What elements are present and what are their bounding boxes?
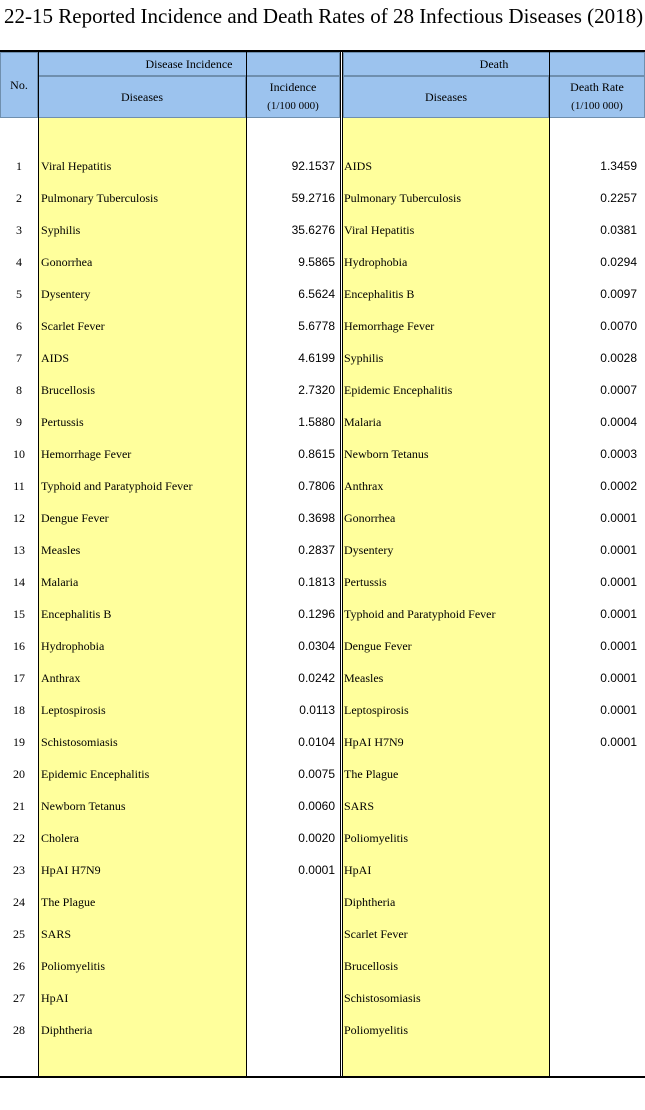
- table-row: [0, 726, 645, 758]
- death-disease-name: Typhoid and Paratyphoid Fever: [344, 607, 496, 621]
- row-number: 25: [13, 927, 25, 941]
- table-row: [0, 310, 645, 342]
- table-row: [0, 566, 645, 598]
- header-disease-incidence-label: Disease Incidence: [145, 56, 233, 71]
- incidence-disease-name: Pertussis: [41, 415, 84, 429]
- header-incidence-rate: [246, 76, 340, 118]
- table-row: [0, 214, 645, 246]
- death-rate-value: [549, 886, 637, 918]
- table-row: [0, 502, 645, 534]
- death-rate-value: 0.0001: [600, 639, 637, 653]
- incidence-disease-name: Measles: [41, 543, 81, 557]
- table-row: [0, 758, 645, 790]
- table-row: [0, 598, 645, 630]
- death-rate-value: [549, 1014, 637, 1046]
- incidence-disease-name: Gonorrhea: [41, 255, 93, 269]
- table-row: [0, 886, 645, 918]
- row-number: 5: [16, 287, 22, 301]
- table-row: [0, 950, 645, 982]
- table-row: [0, 278, 645, 310]
- death-disease-name: Brucellosis: [344, 959, 398, 973]
- death-disease-name: Syphilis: [344, 351, 384, 365]
- death-rate-value: 0.0002: [600, 479, 637, 493]
- incidence-value: [246, 950, 335, 982]
- incidence-value: 0.0104: [298, 735, 335, 749]
- row-number: 28: [13, 1023, 25, 1037]
- row-number: 14: [13, 575, 25, 589]
- death-rate-value: 0.0001: [600, 703, 637, 717]
- incidence-value: 5.6778: [298, 319, 335, 333]
- table-row: [0, 150, 645, 182]
- table-row: [0, 918, 645, 950]
- table-row: [0, 790, 645, 822]
- row-number: 20: [13, 767, 25, 781]
- row-number: 19: [13, 735, 25, 749]
- incidence-value: 0.0113: [299, 703, 335, 717]
- death-disease-name: Newborn Tetanus: [344, 447, 429, 461]
- death-rate-value: [549, 822, 637, 854]
- incidence-value: 0.0075: [298, 767, 335, 781]
- incidence-disease-name: HpAI: [41, 991, 69, 1005]
- death-disease-name: Viral Hepatitis: [344, 223, 415, 237]
- row-number: 7: [16, 351, 22, 365]
- table-row: [0, 854, 645, 886]
- table-row: [0, 694, 645, 726]
- death-rate-value: 0.0007: [600, 383, 637, 397]
- incidence-value: 1.5880: [298, 415, 335, 429]
- row-number: 24: [13, 895, 25, 909]
- incidence-value: 0.0020: [298, 831, 335, 845]
- death-rate-value: [549, 854, 637, 886]
- incidence-disease-name: HpAI H7N9: [41, 863, 101, 877]
- header-incidence-rate-label: Incidence: [269, 80, 317, 94]
- incidence-disease-name: SARS: [41, 927, 72, 941]
- incidence-value: 0.3698: [298, 511, 335, 525]
- header-no-label: No.: [10, 77, 28, 92]
- incidence-value: 0.1296: [298, 607, 335, 621]
- death-rate-value: 1.3459: [600, 159, 637, 173]
- death-disease-name: Dengue Fever: [344, 639, 412, 653]
- incidence-value: 35.6276: [291, 223, 335, 237]
- table-row: [0, 630, 645, 662]
- header-incidence-diseases-label: Diseases: [121, 89, 163, 104]
- header-death-rate-unit: (1/100 000): [571, 100, 623, 112]
- table-row: [0, 1014, 645, 1046]
- header-death-diseases-label: Diseases: [425, 89, 467, 104]
- incidence-disease-name: Encephalitis B: [41, 607, 112, 621]
- incidence-value: 0.2837: [298, 543, 335, 557]
- death-rate-value: 0.0294: [600, 255, 637, 269]
- incidence-value: 2.7320: [298, 383, 335, 397]
- death-disease-name: Dysentery: [344, 543, 394, 557]
- row-number: 11: [13, 479, 25, 493]
- death-rate-value: 0.0001: [600, 575, 637, 589]
- header-disease-incidence: [38, 52, 340, 76]
- death-disease-name: Hemorrhage Fever: [344, 319, 435, 333]
- death-rate-value: [549, 758, 637, 790]
- death-rate-value: 0.0070: [600, 319, 637, 333]
- table-row: [0, 982, 645, 1014]
- death-disease-name: Poliomyelitis: [344, 831, 409, 845]
- death-disease-name: Schistosomiasis: [344, 991, 421, 1005]
- incidence-disease-name: Leptospirosis: [41, 703, 106, 717]
- row-number: 13: [13, 543, 25, 557]
- death-disease-name: AIDS: [344, 159, 373, 173]
- row-number: 21: [13, 799, 25, 813]
- incidence-value: 0.7806: [298, 479, 335, 493]
- table-row: [0, 534, 645, 566]
- incidence-disease-name: Diphtheria: [41, 1023, 93, 1037]
- death-rate-value: 0.0003: [600, 447, 637, 461]
- death-disease-name: Diphtheria: [344, 895, 396, 909]
- row-number: 8: [16, 383, 22, 397]
- death-disease-name: SARS: [344, 799, 375, 813]
- row-number: 16: [13, 639, 25, 653]
- incidence-disease-name: Dysentery: [41, 287, 91, 301]
- incidence-disease-name: Viral Hepatitis: [41, 159, 112, 173]
- incidence-disease-name: Newborn Tetanus: [41, 799, 126, 813]
- incidence-value: 92.1537: [291, 159, 335, 173]
- death-disease-name: Scarlet Fever: [344, 927, 408, 941]
- table-bottom-border: [0, 1076, 645, 1078]
- incidence-disease-name: Malaria: [41, 575, 79, 589]
- incidence-disease-name: Epidemic Encephalitis: [41, 767, 150, 781]
- incidence-disease-name: Scarlet Fever: [41, 319, 105, 333]
- header-death-diseases: [343, 76, 549, 118]
- incidence-disease-name: Pulmonary Tuberculosis: [41, 191, 159, 205]
- incidence-value: 0.0304: [298, 639, 335, 653]
- table-row: [0, 406, 645, 438]
- row-number: 2: [16, 191, 22, 205]
- death-disease-name: Hydrophobia: [344, 255, 408, 269]
- death-rate-value: 0.0001: [600, 671, 637, 685]
- incidence-disease-name: Typhoid and Paratyphoid Fever: [41, 479, 193, 493]
- death-rate-value: 0.0097: [600, 287, 637, 301]
- death-rate-value: 0.2257: [600, 191, 637, 205]
- row-number: 15: [13, 607, 25, 621]
- header-death-label: Death: [479, 56, 509, 71]
- incidence-disease-name: Schistosomiasis: [41, 735, 118, 749]
- death-disease-name: Anthrax: [344, 479, 384, 493]
- table-row: [0, 374, 645, 406]
- table-row: [0, 342, 645, 374]
- incidence-value: [246, 886, 335, 918]
- incidence-value: 0.0001: [298, 863, 335, 877]
- incidence-value: 0.8615: [298, 447, 335, 461]
- header-death: [343, 52, 645, 76]
- death-rate-value: [549, 918, 637, 950]
- row-number: 6: [16, 319, 22, 333]
- incidence-value: 59.2716: [291, 191, 335, 205]
- table-row: [0, 470, 645, 502]
- row-number: 1: [16, 159, 22, 173]
- death-rate-value: 0.0001: [600, 607, 637, 621]
- header-no: [0, 52, 38, 118]
- incidence-value: 6.5624: [298, 287, 335, 301]
- row-number: 10: [13, 447, 25, 461]
- death-disease-name: Epidemic Encephalitis: [344, 383, 453, 397]
- death-disease-name: HpAI H7N9: [344, 735, 404, 749]
- row-number: 26: [13, 959, 25, 973]
- row-number: 22: [13, 831, 25, 845]
- death-disease-name: Malaria: [344, 415, 382, 429]
- incidence-disease-name: Hemorrhage Fever: [41, 447, 132, 461]
- death-rate-value: [549, 950, 637, 982]
- death-rate-value: 0.0001: [600, 543, 637, 557]
- table-row: [0, 438, 645, 470]
- death-disease-name: Measles: [344, 671, 384, 685]
- incidence-value: [246, 982, 335, 1014]
- incidence-disease-name: Dengue Fever: [41, 511, 109, 525]
- death-disease-name: Leptospirosis: [344, 703, 409, 717]
- incidence-value: [246, 918, 335, 950]
- incidence-value: [246, 1014, 335, 1046]
- death-rate-value: 0.0004: [600, 415, 637, 429]
- row-number: 18: [13, 703, 25, 717]
- header-incidence-rate-unit: (1/100 000): [267, 100, 319, 112]
- incidence-value: 9.5865: [298, 255, 335, 269]
- row-number: 17: [13, 671, 25, 685]
- table-row: [0, 246, 645, 278]
- death-disease-name: Encephalitis B: [344, 287, 415, 301]
- death-disease-name: Pertussis: [344, 575, 387, 589]
- incidence-value: 0.1813: [298, 575, 335, 589]
- row-number: 23: [13, 863, 25, 877]
- incidence-disease-name: Brucellosis: [41, 383, 95, 397]
- row-number: 9: [16, 415, 22, 429]
- table-row: [0, 182, 645, 214]
- death-disease-name: Poliomyelitis: [344, 1023, 409, 1037]
- incidence-disease-name: Anthrax: [41, 671, 81, 685]
- death-rate-value: [549, 982, 637, 1014]
- header-death-rate: [549, 76, 645, 118]
- row-number: 3: [16, 223, 22, 237]
- death-disease-name: HpAI: [344, 863, 372, 877]
- incidence-disease-name: Hydrophobia: [41, 639, 105, 653]
- death-rate-value: [549, 790, 637, 822]
- page-title: 22-15 Reported Incidence and Death Rates of 28 Infectious Diseases (2018): [4, 4, 644, 28]
- row-number: 12: [13, 511, 25, 525]
- incidence-disease-name: Poliomyelitis: [41, 959, 106, 973]
- table-row: [0, 822, 645, 854]
- incidence-disease-name: Syphilis: [41, 223, 81, 237]
- row-number: 27: [13, 991, 25, 1005]
- incidence-disease-name: Cholera: [41, 831, 79, 845]
- table-row: [0, 662, 645, 694]
- death-rate-value: 0.0381: [600, 223, 637, 237]
- incidence-disease-name: AIDS: [41, 351, 70, 365]
- death-rate-value: 0.0001: [600, 735, 637, 749]
- death-disease-name: Gonorrhea: [344, 511, 396, 525]
- incidence-value: 0.0060: [298, 799, 335, 813]
- death-disease-name: The Plague: [344, 767, 399, 781]
- death-disease-name: Pulmonary Tuberculosis: [344, 191, 462, 205]
- incidence-value: 4.6199: [298, 351, 335, 365]
- incidence-disease-name: The Plague: [41, 895, 96, 909]
- death-rate-value: 0.0001: [600, 511, 637, 525]
- header-death-rate-label: Death Rate: [570, 80, 624, 94]
- header-incidence-diseases: [38, 76, 246, 118]
- incidence-value: 0.0242: [298, 671, 335, 685]
- death-rate-value: 0.0028: [600, 351, 637, 365]
- row-number: 4: [16, 255, 22, 269]
